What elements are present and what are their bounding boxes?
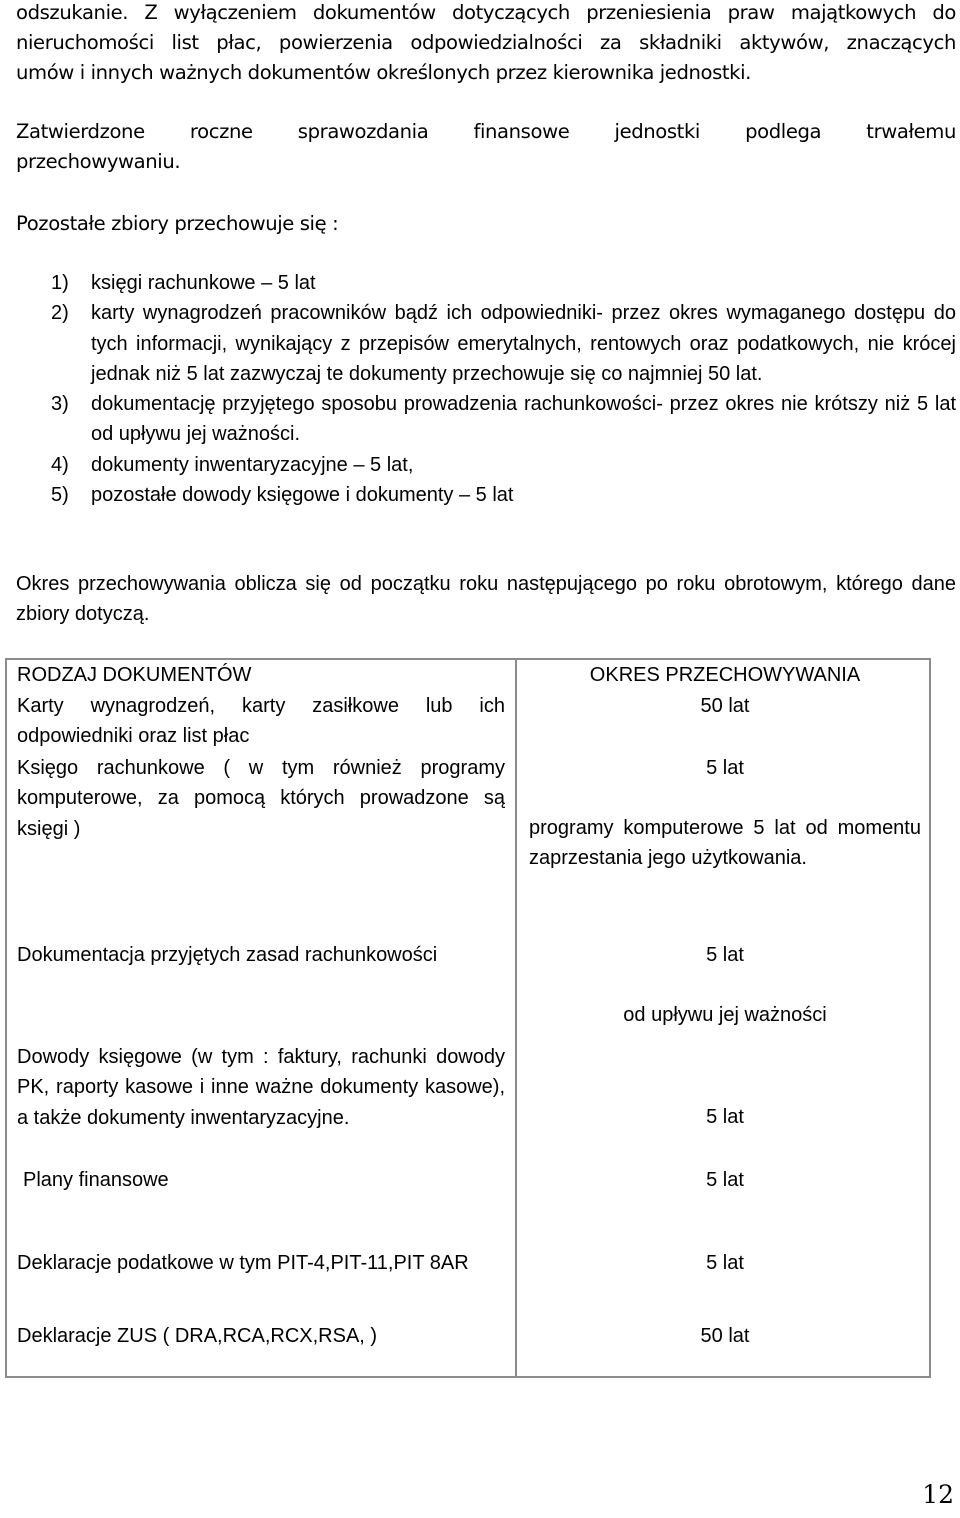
table-row-period: 5 lat bbox=[706, 1169, 744, 1191]
intro-line-3: umów i innych ważnych dokumentów określonych przez kierownika jednostki. bbox=[16, 61, 752, 84]
table-row-period-extra: od upływu jej ważności bbox=[623, 1004, 827, 1026]
list-item-text: księgi rachunkowe – 5 lat bbox=[91, 272, 316, 294]
approved-line-2: przechowywaniu. bbox=[16, 150, 181, 173]
retention-list bbox=[16, 268, 956, 510]
list-item bbox=[16, 450, 956, 480]
list-item bbox=[16, 480, 956, 510]
table-row-period: 5 lat bbox=[706, 944, 744, 966]
table-row-doc: Karty wynagrodzeń, karty zasiłkowe lub ich odpowiedniki oraz list płac bbox=[17, 695, 505, 748]
remaining-heading: Pozostałe zbiory przechowuje się : bbox=[16, 212, 339, 235]
table-row-period: 5 lat bbox=[706, 1106, 744, 1128]
table-row-doc: Deklaracje podatkowe w tym PIT-4,PIT-11,PIT 8AR bbox=[17, 1252, 469, 1274]
list-item-number: 5) bbox=[51, 484, 69, 507]
table-row-doc: Dokumentacja przyjętych zasad rachunkowości bbox=[17, 944, 438, 966]
list-item-number: 2) bbox=[51, 302, 69, 325]
table-row-doc: Księgo rachunkowe ( w tym również programy komputerowe, za pomocą których prowadzone są księgi ) bbox=[17, 757, 505, 840]
page-number: 12 bbox=[922, 1480, 954, 1509]
table-row-period: 5 lat bbox=[706, 1252, 744, 1274]
list-item-number: 1) bbox=[51, 272, 69, 294]
list-item-text: karty wynagrodzeń pracowników bądź ich odpowiedniki- przez okres wymaganego dostępu do tych informacji, wynikający z przepisów emerytalnych, rentowych oraz podatkowych, nie krócej jednak niż 5 lat zazwyczaj te dokumenty przechowuje się co najmniej 50 lat. bbox=[91, 302, 956, 385]
retention-table bbox=[5, 658, 931, 1378]
list-item bbox=[16, 268, 956, 298]
list-item bbox=[16, 298, 956, 389]
table-row-period: 5 lat bbox=[706, 757, 744, 779]
list-item bbox=[16, 389, 956, 450]
list-item-text: dokumenty inwentaryzacyjne – 5 lat, bbox=[91, 453, 414, 476]
table-row-period-extra: programy komputerowe 5 lat od momentu zaprzestania jego użytkowania. bbox=[529, 817, 921, 870]
intro-line-1: odszukanie. Z wyłączeniem dokumentów dotyczących przeniesienia praw majątkowych do bbox=[16, 1, 956, 24]
table-divider bbox=[515, 660, 517, 1376]
table-row-period: 50 lat bbox=[700, 1325, 750, 1347]
table-header-documents: RODZAJ DOKUMENTÓW bbox=[17, 664, 252, 686]
table-row-doc: Deklaracje ZUS ( DRA,RCA,RCX,RSA, ) bbox=[17, 1325, 378, 1347]
approved-line-1: Zatwierdzone roczne sprawozdania finansowe jednostki podlega trwałemu bbox=[16, 120, 956, 143]
table-row-doc: Dowody księgowe (w tym : faktury, rachunki dowody PK, raporty kasowe i inne ważne dokumenty kasowe), a także dokumenty inwentaryzacyjne. bbox=[17, 1046, 505, 1129]
list-item-number: 4) bbox=[51, 453, 69, 476]
list-item-text: pozostałe dowody księgowe i dokumenty – 5 lat bbox=[91, 484, 514, 507]
period-note: Okres przechowywania oblicza się od początku roku następującego po roku obrotowym, którego dane zbiory dotyczą. bbox=[16, 573, 956, 625]
intro-line-2: nieruchomości list płac, powierzenia odpowiedzialności za składniki aktywów, znaczących bbox=[16, 31, 956, 54]
list-item-text: dokumentację przyjętego sposobu prowadzenia rachunkowości- przez okres nie krótszy niż 5 lat od upływu jej ważności. bbox=[91, 393, 956, 446]
table-row-period: 50 lat bbox=[700, 695, 750, 717]
table-row-doc: Plany finansowe bbox=[23, 1169, 169, 1191]
table-header-period: OKRES PRZECHOWYWANIA bbox=[589, 664, 861, 686]
list-item-number: 3) bbox=[51, 393, 69, 416]
